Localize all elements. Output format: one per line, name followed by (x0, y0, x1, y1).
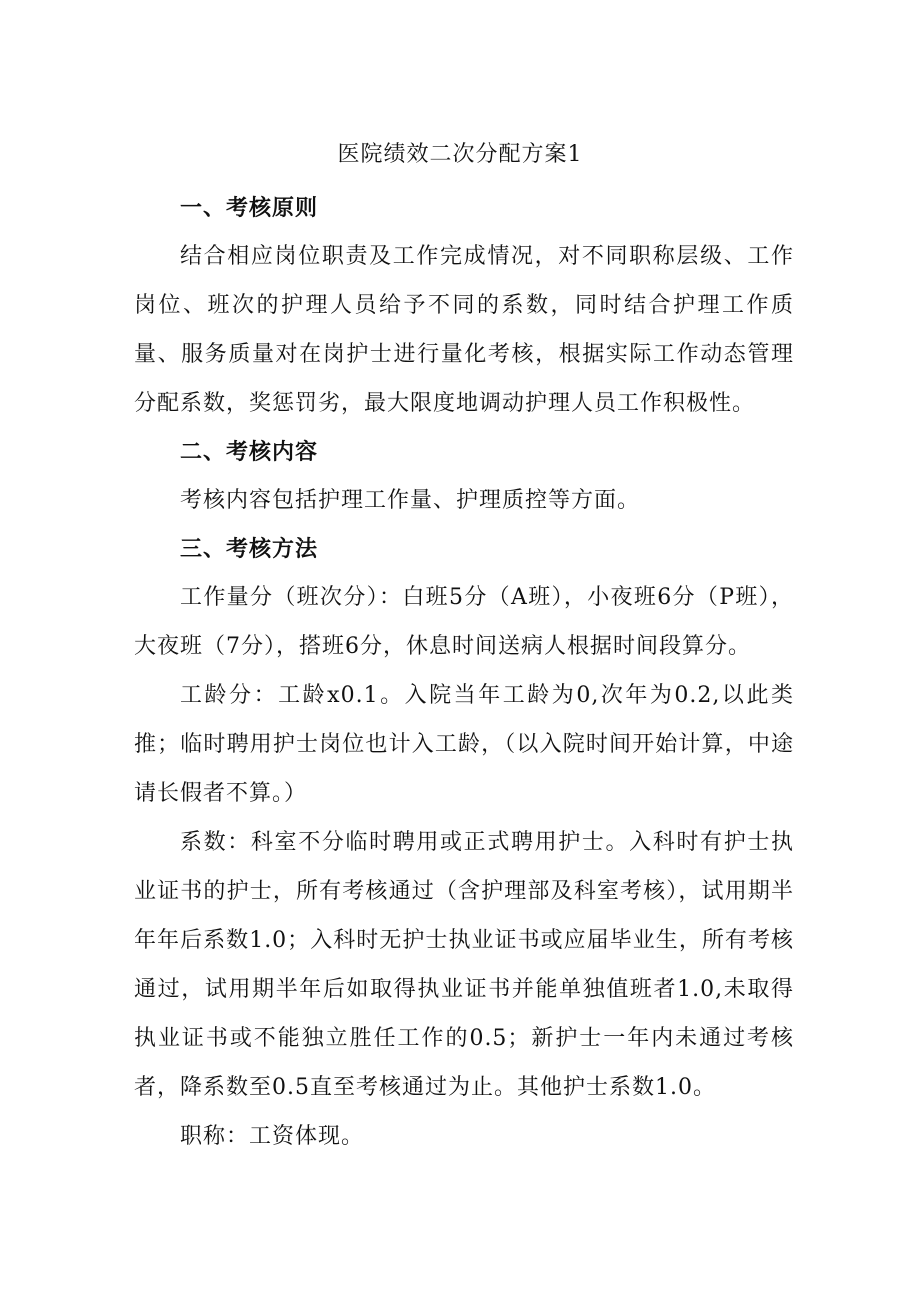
section-heading-methods: 三、考核方法 (180, 536, 319, 562)
paragraph-title-rank: 职称：工资体现。 (180, 1124, 365, 1149)
paragraph-seniority-score: 工龄分：工龄x0.1。入院当年工龄为0,次年为0.2,以此类推；临时聘用护士岗位也计入工龄，（以入院时间开始计算，中途请长假者不算。） (134, 683, 794, 806)
section-heading-content: 二、考核内容 (180, 439, 319, 465)
paragraph-coefficient: 系数：科室不分临时聘用或正式聘用护士。入科时有护士执业证书的护士，所有考核通过（含护理部及科室考核），试用期半年年后系数1.0；入科时无护士执业证书或应届毕业生，所有考核通过，试用期半年后如取得执业证书并能单独值班者1.0,未取得执业证书或不能独立胜任工作的0.5；新护士一年内未通过考核者，降系数至0.5直至考核通过为止。其他护士系数1.0。 (134, 830, 794, 1100)
section-content (134, 428, 794, 525)
section-heading-principles: 一、考核原则 (180, 195, 319, 221)
document-body (134, 184, 794, 1161)
section-methods (134, 525, 794, 1161)
section-principles (134, 184, 794, 428)
document-title: 医院绩效二次分配方案1 (337, 142, 583, 167)
paragraph-workload-score: 工作量分（班次分）：白班5分（A班），小夜班6分（P班），大夜班（7分），搭班6分，休息时间送病人根据时间段算分。 (134, 585, 794, 659)
paragraph-principles: 结合相应岗位职责及工作完成情况，对不同职称层级、工作岗位、班次的护理人员给予不同的系数，同时结合护理工作质量、服务质量对在岗护士进行量化考核，根据实际工作动态管理分配系数，奖惩罚劣，最大限度地调动护理人员工作积极性。 (134, 244, 794, 416)
paragraph-content: 考核内容包括护理工作量、护理质控等方面。 (180, 488, 641, 513)
